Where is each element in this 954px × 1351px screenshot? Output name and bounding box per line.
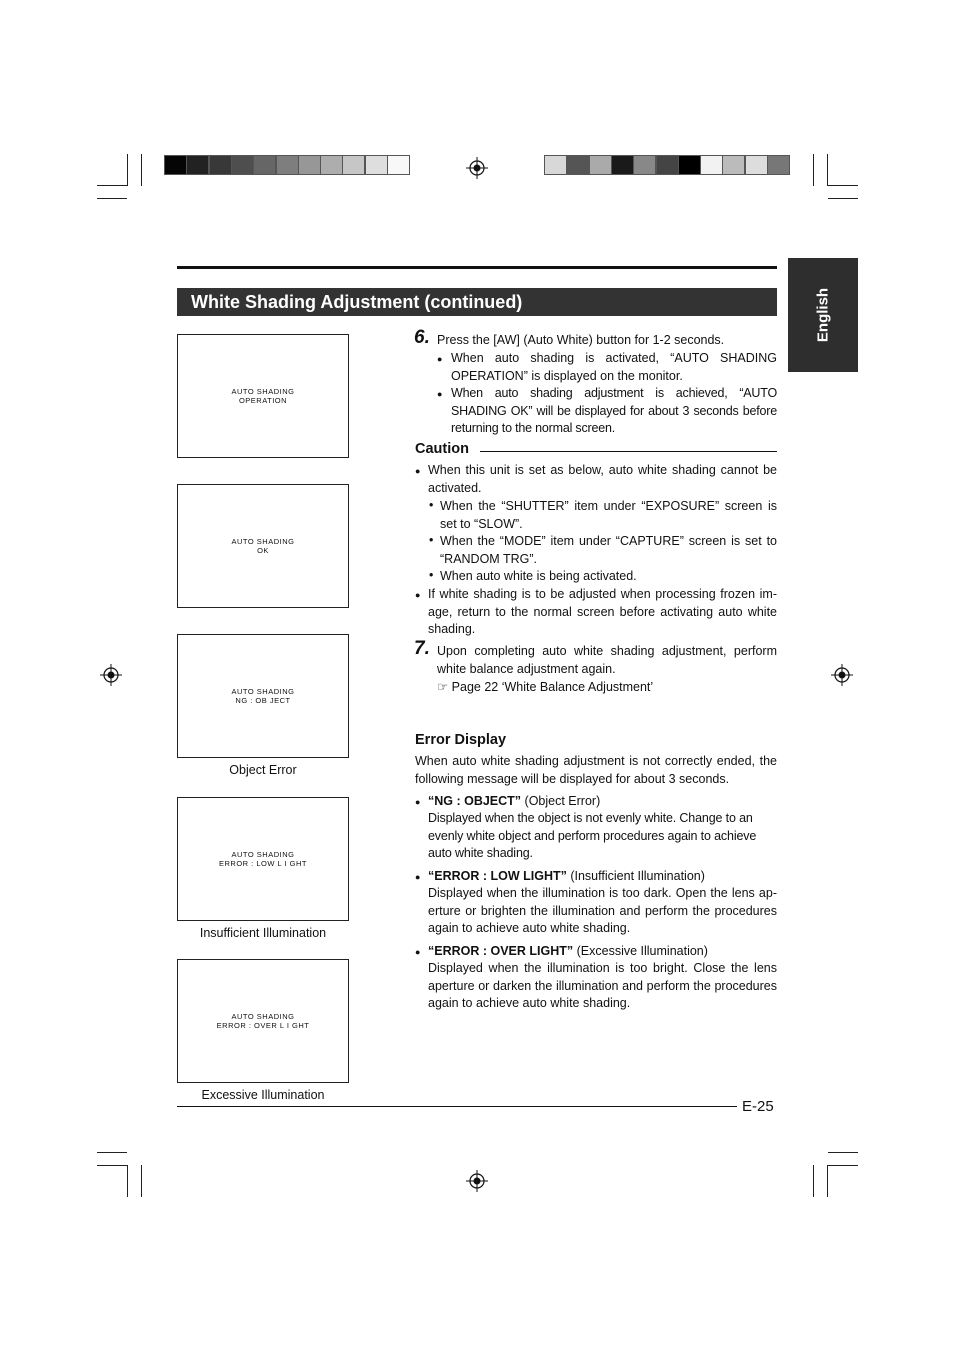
error-code: “ERROR : LOW LIGHT”	[428, 869, 567, 883]
screen-line: AUTO SHADING	[231, 687, 295, 696]
caution-subitem: When the “MODE” item under “CAPTURE” screen is set to “RANDOM TRG”.	[440, 534, 777, 566]
crop-mark	[813, 1165, 814, 1197]
step-bullet: When auto shading adjustment is achieved, “AUTO SHADING OK” will be displayed for about 3 seconds before returning to the normal screen.	[451, 386, 777, 436]
screen-caption: Object Error	[229, 763, 297, 777]
screen-line: ERROR : LOW L I GHT	[219, 859, 307, 868]
color-swatch	[365, 155, 388, 175]
color-swatch	[589, 155, 612, 175]
bullet-icon: ●	[437, 354, 443, 364]
monitor-screen-object-error	[177, 634, 349, 758]
registration-target-icon	[100, 664, 122, 686]
monitor-screen-operation	[177, 334, 349, 458]
page-number: E-25	[742, 1098, 774, 1115]
error-code: “NG : OBJECT”	[428, 794, 522, 808]
screen-message	[178, 387, 348, 405]
error-display-intro: When auto white shading adjustment is not correctly ended, the following message will be displayed for about 3 seconds.	[415, 754, 777, 786]
crop-mark	[828, 1165, 858, 1166]
color-swatch	[387, 155, 410, 175]
caution-subitem: When auto white is being activated.	[440, 569, 637, 583]
color-swatch	[231, 155, 254, 175]
color-swatch	[700, 155, 723, 175]
sub-bullet-icon: •	[429, 533, 434, 547]
caution-rule	[480, 451, 777, 452]
color-swatch	[209, 155, 232, 175]
bullet-icon: ●	[415, 872, 421, 882]
color-swatch	[656, 155, 679, 175]
caution-heading: Caution	[415, 441, 469, 457]
error-item-description: Displayed when the illumination is too bright. Close the lens aperture or darken the illumination and perform the procedures again to achieve auto white shading.	[428, 961, 777, 1011]
screen-line: OK	[257, 546, 269, 555]
crop-mark	[97, 1152, 127, 1153]
screen-line: ERROR : OVER L I GHT	[216, 1021, 310, 1030]
color-swatch	[611, 155, 634, 175]
color-swatch	[298, 155, 321, 175]
color-swatch	[722, 155, 745, 175]
monitor-screen-low-light	[177, 797, 349, 921]
color-swatch	[566, 155, 589, 175]
step-number: 7.	[414, 638, 430, 659]
crop-mark	[828, 185, 858, 186]
crop-mark	[141, 1165, 142, 1197]
error-label: (Insufficient Illumination)	[566, 869, 705, 883]
crop-mark	[828, 1152, 858, 1153]
monitor-screen-ok	[177, 484, 349, 608]
color-swatch	[276, 155, 299, 175]
color-swatch	[633, 155, 656, 175]
color-swatch	[767, 155, 790, 175]
screen-message	[178, 537, 348, 555]
screen-line: AUTO SHADING	[231, 387, 295, 396]
crop-mark	[813, 154, 814, 186]
step-number: 6.	[414, 327, 430, 348]
screen-caption: Excessive Illumination	[201, 1088, 325, 1102]
screen-line: AUTO SHADING	[231, 850, 295, 859]
color-swatch	[253, 155, 276, 175]
crop-mark	[97, 1165, 127, 1166]
screen-message	[178, 1012, 348, 1030]
step-text: Upon completing auto white shading adjustment, perform white balance adjustment again.	[437, 644, 777, 676]
caution-subitem: When the “SHUTTER” item under “EXPOSURE” screen is set to “SLOW”.	[440, 499, 777, 531]
color-swatch	[320, 155, 343, 175]
screen-caption: Insufficient Illumination	[199, 926, 327, 940]
registration-target-icon	[466, 1170, 488, 1192]
crop-mark	[127, 154, 128, 186]
registration-target-icon	[831, 664, 853, 686]
error-display-heading: Error Display	[415, 732, 507, 748]
error-item-title	[428, 793, 777, 811]
screen-message	[178, 850, 348, 868]
color-swatch	[186, 155, 209, 175]
screen-line: NG : OB JECT	[235, 696, 291, 705]
page-reference: ☞ Page 22 ‘White Balance Adjustment’	[437, 680, 654, 694]
bullet-icon: ●	[415, 797, 421, 807]
caution-item: When this unit is set as below, auto white shading cannot be activated.	[428, 463, 777, 495]
crop-mark	[827, 1165, 828, 1197]
color-swatch	[678, 155, 701, 175]
top-rule	[177, 266, 777, 269]
crop-mark	[97, 185, 127, 186]
language-tab-label: English	[814, 287, 832, 343]
screen-message	[178, 687, 348, 705]
monitor-screen-over-light	[177, 959, 349, 1083]
error-item-title	[428, 868, 777, 886]
bullet-icon: ●	[415, 466, 421, 476]
sub-bullet-icon: •	[429, 568, 434, 582]
error-item-description: Displayed when the object is not evenly white. Change to an evenly white object and perform procedures again to achieve auto white shading.	[428, 811, 757, 861]
step-text: Press the [AW] (Auto White) button for 1-2 seconds.	[437, 333, 725, 347]
crop-mark	[828, 198, 858, 199]
screen-line: AUTO SHADING	[231, 1012, 295, 1021]
sub-bullet-icon: •	[429, 498, 434, 512]
language-tab	[788, 258, 858, 372]
error-label: (Object Error)	[521, 794, 601, 808]
crop-mark	[127, 1165, 128, 1197]
crop-mark	[97, 198, 127, 199]
color-swatch	[342, 155, 365, 175]
color-swatch	[164, 155, 187, 175]
step-bullet: When auto shading is activated, “AUTO SHADING OPERATION” is displayed on the monitor.	[451, 351, 777, 383]
screen-line: OPERATION	[238, 396, 288, 405]
bullet-icon: ●	[415, 947, 421, 957]
crop-mark	[141, 154, 142, 186]
registration-target-icon	[466, 157, 488, 179]
error-code: “ERROR : OVER LIGHT”	[428, 944, 574, 958]
color-swatch	[544, 155, 567, 175]
error-item-title	[428, 943, 777, 961]
error-label: (Excessive Illumination)	[573, 944, 708, 958]
page-title: White Shading Adjustment (continued)	[177, 288, 777, 316]
bullet-icon: ●	[437, 389, 443, 399]
footer-rule	[177, 1106, 737, 1107]
color-swatch	[745, 155, 768, 175]
error-item-description: Displayed when the illumination is too dark. Open the lens ap-erture or brighten the illumination and perform the procedures again to achieve auto white shading.	[428, 886, 777, 936]
bullet-icon: ●	[415, 590, 421, 600]
crop-mark	[827, 154, 828, 186]
screen-line: AUTO SHADING	[231, 537, 295, 546]
caution-item: If white shading is to be adjusted when processing frozen im-age, return to the normal screen before activating auto white shading.	[428, 587, 777, 637]
